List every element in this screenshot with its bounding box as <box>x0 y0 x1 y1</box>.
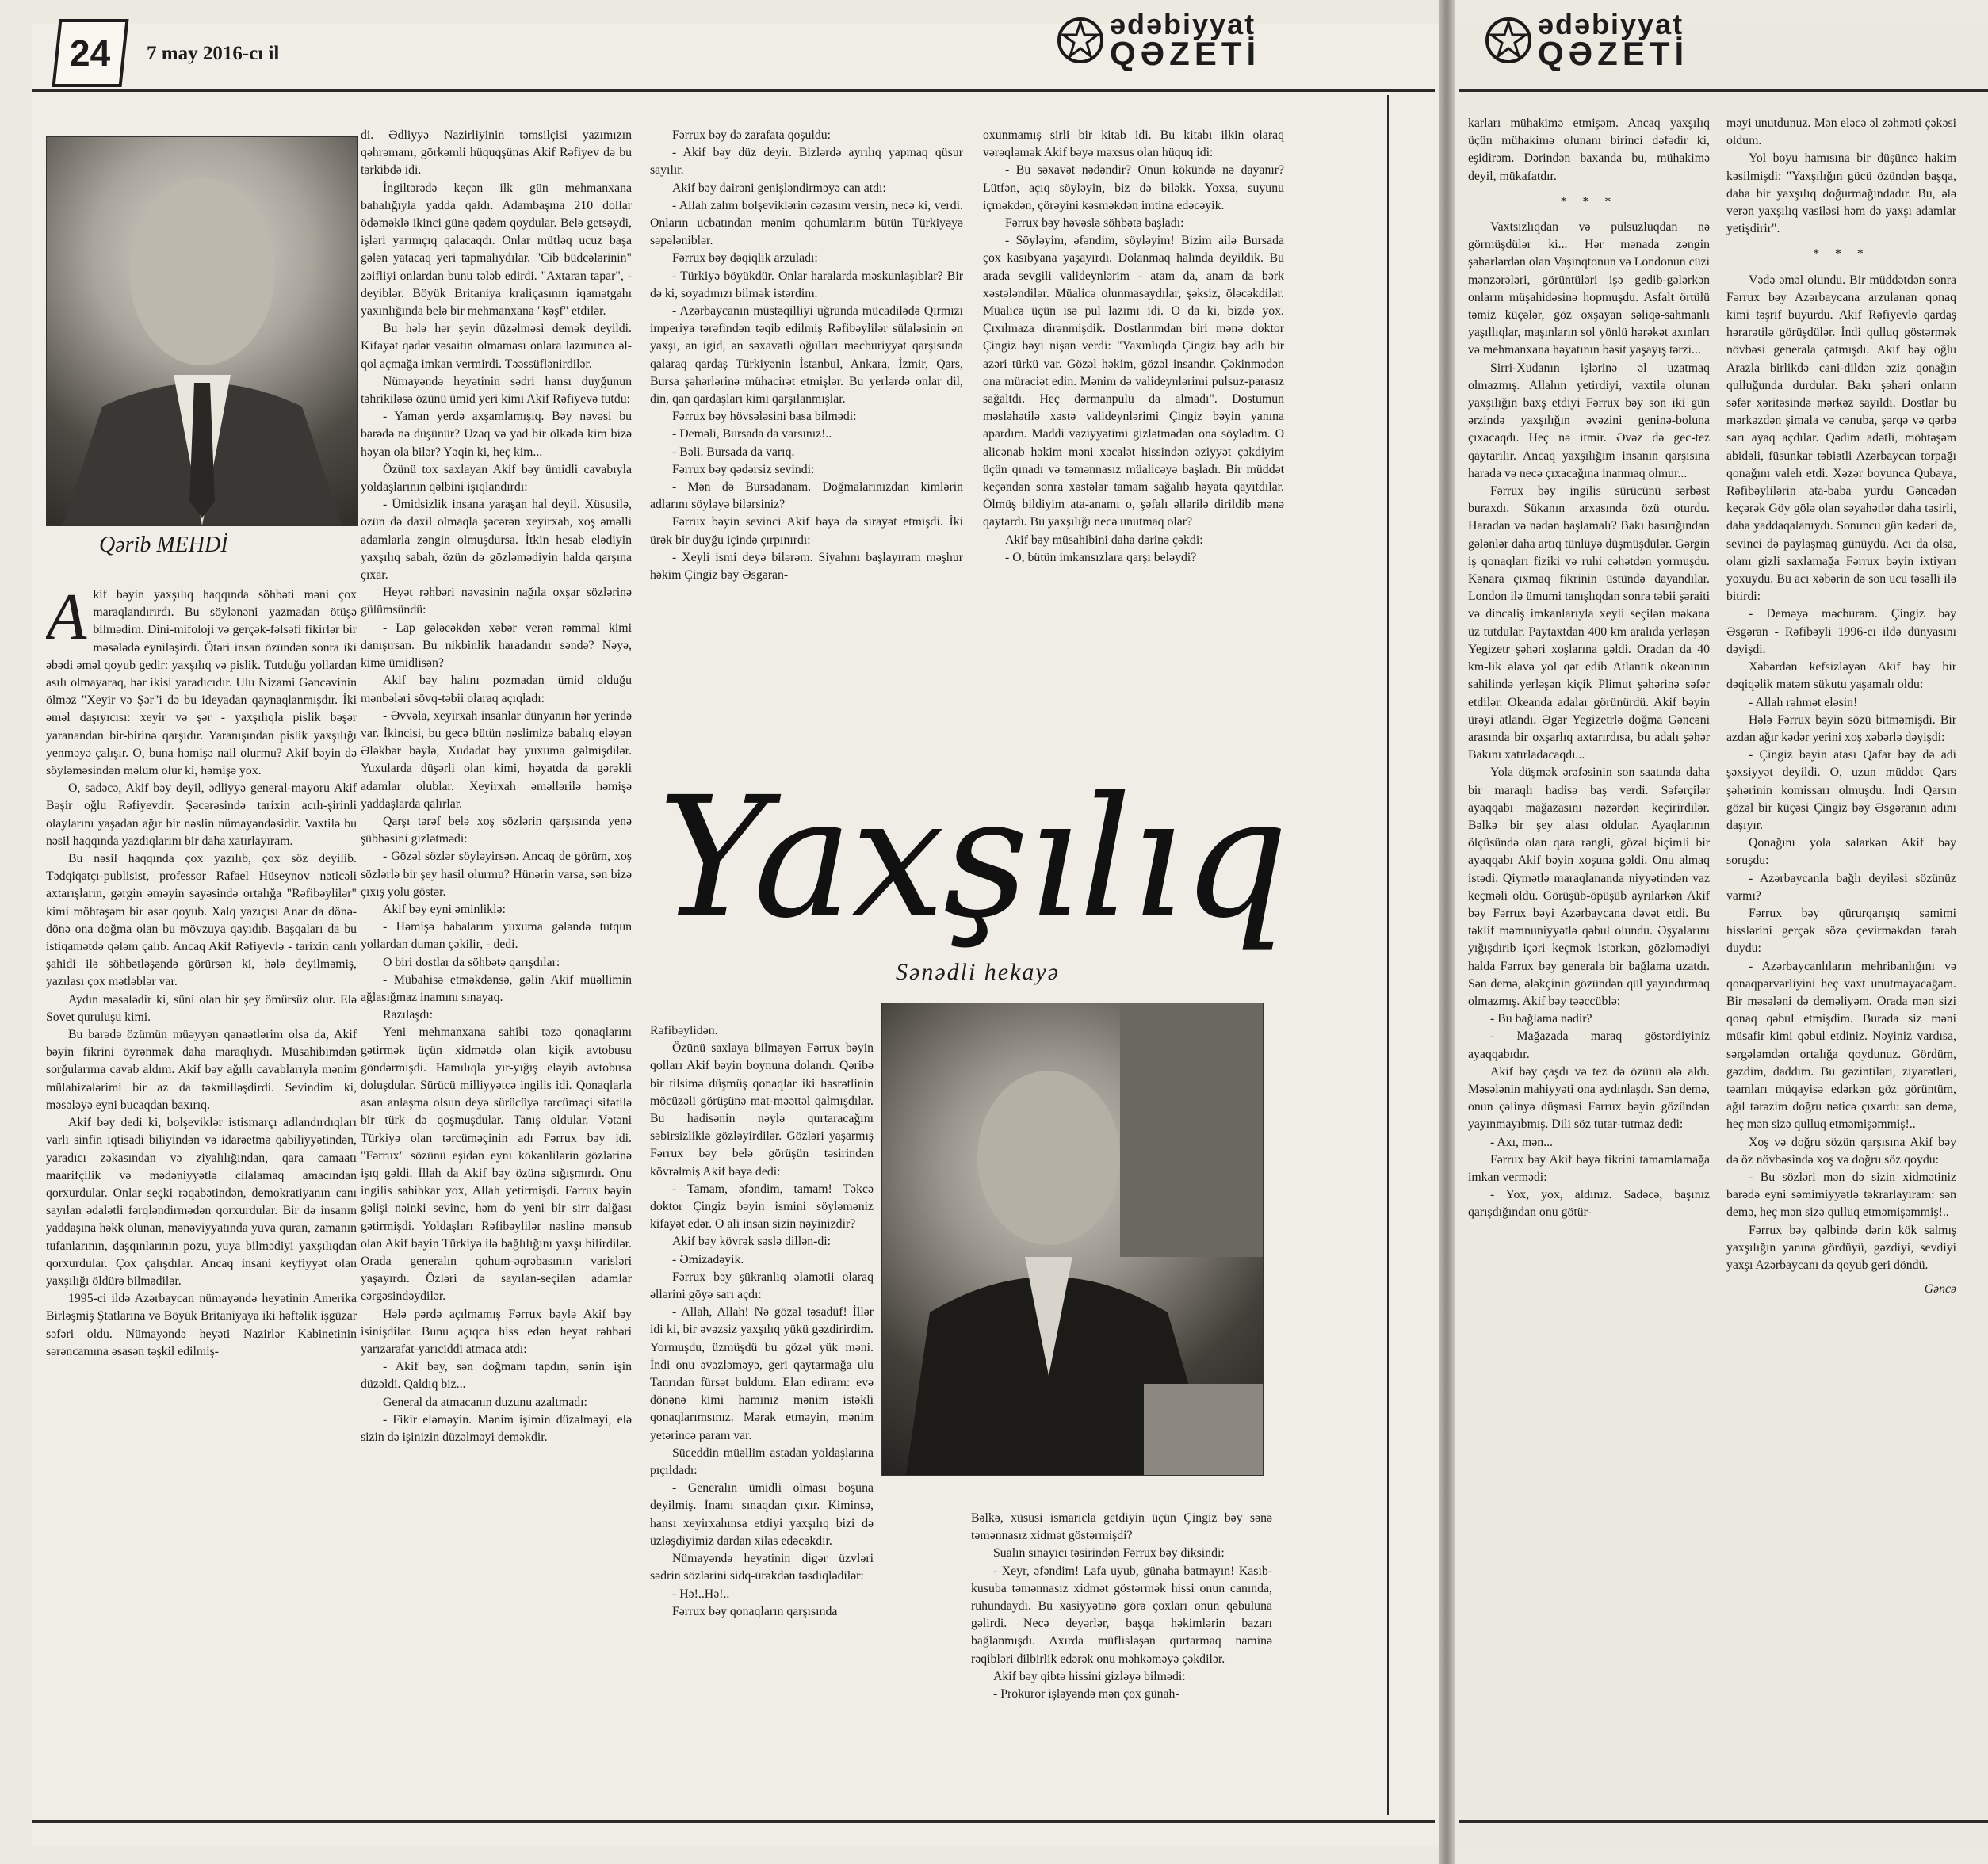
paragraph: Razılaşdı: <box>383 1008 434 1022</box>
paragraph: Qarşı tərəf belə xoş sözlərin qarşısında yenə şübhəsini gizlətmədi: <box>361 814 632 846</box>
column-4-top <box>983 127 1284 777</box>
paragraph: - Xeyr, əfəndim! Lafa uyub, günaha batmayın! Kasıb-kusuba təmənnasız xidmət göstərmək hissi onun canında, ruhundaydı. Bu xasiyyətinə görə çoxları onun qəbuluna gəlirdi. Necə deyərlər, başqa həkimlərin bazarı bağlanmışdı. Axırda müflisləşən qurtarmaq naminə rəqibləri dilbirlik edərək onu məhkəməyə çəkdilər. <box>971 1564 1272 1666</box>
paragraph: 1995-ci ildə Azərbaycan nümayəndə heyətinin Amerika Birləşmiş Ştatlarına və Böyük Britaniyaya iki həftəlik işgüzar səfəri oldu. Nümayəndə heyəti Nazirlər Kabinetinin sərəncamına əsasən təşkil edilmiş- <box>46 1292 357 1358</box>
paragraph: - O, bütün imkansızlara qarşı beləydi? <box>1005 550 1197 564</box>
paragraph: - Bu səxavət nədəndir? Onun kökündə nə dayanır? Lütfən, açıq söyləyin, biz də biləkk. Yoxsa, suyunu içməkdən, çörəyini kəsməkdən imtina edəcəyik. <box>983 163 1284 212</box>
paragraph: Akif bəy dedi ki, bolşeviklər istismarçı adlandırdıqları varlı sinfin iqtisadi biliyindən və idarəetmə qabiliyyətindən, yaradıcı zəkasından və ziyalılığından, qara camaatı maarifçilik və mədəniyyətlə cilalamaq amacından qorxurdular. Onlar seçki rəqabətindən, demokratiyanın canı sayılan ədalətli fərqləndirmədən qorxurdular. Bir də insanın yaddaşına həkk olunan, mənəviyyatında yuva quran, zamanın tufanlarının, daşqınlarının pozu, yuya bilmədiyi yaxşılıqdan qorxurdular. Çox çalışdılar. Ancaq insani keyfiyyət olan yaxşılığı öldürə bilmədilər. <box>46 1116 357 1288</box>
logo-bottom-text: QƏZETİ <box>1538 35 1689 72</box>
paragraph: Akif bəy eyni əminliklə: <box>383 902 506 916</box>
paragraph: Fərrux bəy Akif bəyə fikrini tamamlamağa imkan vermədi: <box>1468 1152 1710 1184</box>
column-3-top <box>650 127 963 753</box>
paragraph: Aydın məsələdir ki, süni olan bir şey ömürsüz olur. Elə Sovet quruluşu kimi. <box>46 992 357 1024</box>
paragraph: Akif bəy dairəni genişləndirməyə can atdı: <box>672 181 886 195</box>
paragraph: - Axı, mən... <box>1490 1135 1553 1149</box>
star-emblem-icon <box>1056 16 1105 65</box>
paragraph: Sirri-Xudanın işlərinə əl uzatmaq olmazmış. Allahın yetirdiyi, vaxtilə olunan yaxşılığın baxş etdiyi Fərrux bəy son iki gün ərzində yaxşılığın əvəzini geninə-boluna çıxacaqdı. Heç nə itmir. Əvəz də gec-tez qaytarılır. Ancaq yaxşılığım insanın qarşısına harada və necə çıxacağına inanmaq olmur... <box>1468 361 1710 480</box>
paragraph: Fərrux bəy qürurqarışıq səmimi hisslərini gerçək sözə çevirməkdən fərəh duydu: <box>1726 906 1956 956</box>
article-subtitle: Sənədli hekayə <box>896 959 1061 985</box>
paragraph: - Bu bağlama nədir? <box>1490 1012 1592 1026</box>
paragraph: Süceddin müəllim astadan yoldaşlarına pıçıldadı: <box>650 1446 874 1478</box>
paragraph: - Prokuror işləyəndə mən çox günah- <box>993 1687 1179 1702</box>
paragraph: Fərrux bəy şükranlıq əlamətii olaraq əllərini göyə sarı açdı: <box>650 1270 874 1302</box>
paragraph: Fərrux bəy qəlbində dərin kök salmış yaxşılığın yanına gördüyü, gəzdiyi, sevdiyi yaxşı Azərbaycanı da qoyub geri döndü. <box>1726 1223 1956 1272</box>
newspaper-logo-left <box>1056 8 1261 72</box>
paragraph: Nümayəndə heyətinin sədri hansı duyğunun təhrikiləsə özünü ümid yeri kimi Akif Rəfiyevə tutdu: <box>361 374 632 407</box>
paragraph: - Bu sözləri mən də sizin xidmətiniz barədə eyni səmimiyyətlə təkrarlayıram: sən demə, heç mən sizə qulluq etməmişəmmiş!.. <box>1726 1170 1956 1220</box>
paragraph: - Mağazada maraq göstərdiyiniz ayaqqabıdır. <box>1468 1029 1710 1061</box>
paragraph: - Söyləyim, əfəndim, söyləyim! Bizim ailə Bursada çox kasıbyana yaşayırdı. Dolanmaq halında deyildik. Bu arada sevgili valideynlərim - atam da, anam da bərk xəstələndilər. Müalicə olunmasaydılar, şəksiz, öləcəkdilər. Müalicə üçün isə pul lazımı idi. O da ki, bizdə yox. Çıxılmaza dirənmişdik. Dostlarımdan biri mənə doktor Çingiz bəyi nişan verdi: "Yaxınlıqda Çingiz bəy adlı bir azəri türkü var. Gözəl həkim, gözəl insandır. Çəkinmədən ona müraciət edin. Mənim də valideynlərimi pulsuz-parasız sağaltdı. Heç dərmanpulu da almadı". Dostumun məsləhətilə xəstə valideynlərimi Çingiz bəyin yanına apardım. Maddi vəziyyətimi gizlətmədən ona söylədim. O alicənab həkim məni xəcalət hissindən əziyyət çəkdiyim üçün qınadı və təmənnasız müalicəyə başladı. Bir müddət keçəndən sonra xəstələr tamam sağalıb həyata qayıtdılar. Ölmüş bildiyim ata-anamı o, şəfalı əllərilə dirildib mənə qaytardı. Bu yaxşılığı necə unutmaq olar? <box>983 234 1284 529</box>
paragraph: İngiltərədə keçən ilk gün mehmanxana bahalığıyla yadda qaldı. Adambaşına 210 dollar ödəməklə ikinci günə qədəm qoydular. Belə getsəydi, işləri yarımçıq qalacaqdı. Onlar mütləq ucuz başa gələn yatacaq yeri tapmalıydılar. "Cib büdcələrinin" zəifliyi onlardan bunu tələb edirdi. "Axtaran tapar", - deyiblər. Böyük Britaniya kraliçasının iqamətgahı yaxınlığında belə bir mehmanxana "kəşf" etdilər. <box>361 181 632 319</box>
paragraph: - Mübahisə etməkdənsə, gəlin Akif müəllimin ağlasığmaz inamını sınayaq. <box>361 972 632 1004</box>
general-photo <box>881 1003 1264 1476</box>
paragraph: oxunmamış sirli bir kitab idi. Bu kitabı ilkin olaraq vərəqləmək Akif bəyə məxsus olan hüquq idi: <box>983 128 1284 160</box>
column-5 <box>1468 115 1710 1815</box>
star-emblem-icon <box>1484 16 1533 65</box>
paragraph: - Əvvəla, xeyirxah insanlar dünyanın hər yerində var. İkincisi, bu gecə bütün nəslimizə babalıq eləyən Ələkbər bəylə, Xudadat bəy yuxuma gəlmişdilər. Yuxularda düşərli olan kimi, həyatda da gərəkli adamlar olublar. Xeyirxah əməllərilə həmişə yaddaşlarda qalırlar. <box>361 709 632 811</box>
paragraph: Bu hələ hər şeyin düzəlməsi demək deyildi. Kifayət qədər vəsaitin olmaması onlara lazımınca əl-qol açmağa imkan vermirdi. Təəssüflənirdilər. <box>361 322 632 371</box>
section-separator: * * * <box>1560 194 1618 208</box>
paragraph: Özünü tox saxlayan Akif bəy ümidli cavabıyla yoldaşlarının qəlbini işıqlandırdı: <box>361 462 632 495</box>
paragraph: - Gözəl sözlər söyləyirsən. Ancaq de görüm, xoş sözlərlə bir şey hasil olurmu? Hünərin varsa, sən bizə çıxış yolu göstər. <box>361 850 632 899</box>
paragraph: Hələ Fərrux bəyin sözü bitməmişdi. Bir azdan ağır kədər yerini xoş xəbərlə dəyişdi: <box>1726 712 1956 744</box>
footer-rule-right <box>1459 1820 1988 1823</box>
paragraph: Yeni mehmanxana sahibi təzə qonaqlarını gətirmək üçün xidmətdə olan kiçik avtobusu göndərmişdi. Hamılıqla yır-yığış eləyib avtobusa doluşdular. Sürücü milliyyətcə ingilis idi. Qonaqlarla asan anlaşma olsun deyə sürücüyə tərcüməçi sifətilə bir türk də qoşmuşdular. Tanış oldular. Vətəni Türkiyə olan tərcüməçinin adı Fərrux bəy idi. "Fərrux" sözünü eşidən eyni kökənlilərin gözlərinə işıq gəldi. İllah da Akif bəy özünə sığışmırdı. Onu ingilis sahibkar yox, Allah yetirmişdi. Fərrux bəyin gəlişi nəinki sevinc, həm də yeni bir sirr dalğası gətirmişdi. Yoldaşları Rəfibəylilər nəslinə mənsub olan Akif bəyin Türkiyə ilə bağlılığını yaxşı bilirdilər. Orada generalın qohum-əqrəbasının varisləri yaşayırdı. Özləri də sayılan-seçilən adamlar cərgəsindəydilər. <box>361 1026 632 1304</box>
paragraph: - Mən də Bursadanam. Doğmalarınızdan kimlərin adlarını söyləyə bilərsiniz? <box>650 480 963 512</box>
paragraph: - Əmizadəyik. <box>672 1252 744 1266</box>
paragraph: - Allah zalım bolşeviklərin cəzasını versin, necə ki, verdi. Onların ucbatından mənim qohumlarım bütün Türkiyəyə səpələniblər. <box>650 198 963 248</box>
footer-rule-left <box>32 1820 1435 1823</box>
paragraph: karları mühakimə etmişəm. Ancaq yaxşılıq üçün mühakimə olunanı birinci dəfədir ki, eşidirəm. Dərindən baxanda bu, mühakimə deyil, mükafatdır. <box>1468 116 1710 183</box>
paragraph: Vədə əməl olundu. Bir müddətdən sonra Fərrux bəy Azərbaycana arzulanan qonaq kimi təşrif buyurdu. Akif Rəfiyevlə qardaş hərarətilə görüşdülər. İndi qulluq göstərmək növbəsi generala çatmışdı. Akif bəy oğlu Arazla birlikdə cani-dildən əziz qonağın qulluğunda durdular. Bakı şəhəri onların səfər xəritəsində mərkəz sayıldı. Dostlar bu mərkəzdən şimala və cənuba, şərqə və qərbə sarı ayaq açdılar. Qədim adətli, möhtəşəm abidəli, füsunkar təbiətli Azərbaycan torpağı qonağını valeh etdi. Xəzər boyunca Qubaya, Rəfibəylilərin ata-baba yurdu Gəncədən keçərək Göy gölə olan səyahətlər daha təsirli, daha yaddaqalanıydı. Sonuncu gün kədəri də, sevinci də paylaşmaq günüydü. Acı da olsa, olanı gizli saxlamağa Fərrux bəyin ixtiyarı yoxuydu. Bu acı xəbərin də son ucu təsəlli ilə bitirdi: <box>1726 273 1956 604</box>
paragraph: Yola düşmək ərəfəsinin son saatında daha bir maraqlı hadisə baş verdi. Səfərçilər ayaqqabı mağazasını nəzərdən keçirirdilər. Bəlkə bir şey alası oldular. Ayaqlarının ölçüsündə olan qara rəngli, gözəl biçimli bir ayaqqabı Akif bəyin xoşuna gəldi. Onu almaq istədi. Qiymətlə maraqlananda niyyətindən vaz keçməli oldu. Görüşüb-öpüşüb ayrılarkən Akif bəy Fərrux bəyi Azərbaycana dəvət etdi. Bu təklif məmnuniyyətlə qəbul olundu. Əşyalarını yığışdırıb içəri keçmək istərkən, gözləmədiyi halda Fərrux bəy generala bir bağlama uzatdı. Sən demə, ələkçinin gözündən qül yayındırmaq olmazmış. Akif bəy təəccüblə: <box>1468 766 1710 1008</box>
paragraph: Vaxtsızlıqdan və pulsuzluqdan nə görmüşdülər ki... Hər mənada zəngin şəhərlərdən olan Vaşinqtonun və Londonun cüzi mənzərələri, görüntüləri işə gedib-gələrkən onların müşahidəsinə hopmuşdu. Asfalt örtülü təmiz küçələr, göz oxşayan səliqə-sahmanlı yaşıllıqlar, maşınların sol yönlü hərəkət axınları və mehmanxana həyatının bəsit yaşayış tərzi... <box>1468 220 1710 357</box>
paragraph: - Fikir eləməyin. Mənim işimin düzəlməyi, elə sizin də işinizin düzəlməyi deməkdir. <box>361 1412 632 1445</box>
paragraph: məyi unutdunuz. Mən eləcə əl zəhməti çəkəsi oldum. <box>1726 116 1956 148</box>
paragraph: O biri dostlar da söhbətə qarışdılar: <box>383 955 560 969</box>
paragraph: kif bəyin yaxşılıq haqqında söhbəti məni çox maraqlandırırdı. Bu söylənəni yazmadan ötüşə bilmədim. Dini-mifoloji və gerçək-fəlsəfi fikirlər bir məsələdə eyniləşirdi. Ötəri insan özündən sonra iki əbədi əməl qoyub gedir: yaxşılıq və pislik. Tutduğu yollardan asılı olmayaraq, hər ikisi yaradıcıdır. Ulu Nizami Gəncəvinin ölməz "Xeyir və Şər"i də bu ideyadan qaynaqlanmışdır. İki əməl daşıyıcısı: xeyir və şər - yaxşılıqla pislik bəşər yaranandan bir-birinə qarşıdır. Yaranışından pislik yaxşılığı yenməyə çalışır. O, buna həmişə nail olurmu? Akif bəyin də söyləməsindən məlum olur ki, həmişə yox. <box>46 588 357 778</box>
paragraph: - Deməyə məcburam. Çingiz bəy Əsgəran - Rəfibəyli 1996-cı ildə dünyasını dəyişdi. <box>1726 607 1956 656</box>
paragraph: Heyət rəhbəri nəvəsinin nağıla oxşar sözlərinə gülümsündü: <box>361 586 632 617</box>
logo-top-text: ədəbiyyat <box>1538 8 1684 40</box>
paragraph: - Akif bəy, sən doğmanı tapdın, sənin işin düzəldi. Qaldıq biz... <box>361 1360 632 1392</box>
section-separator: * * * <box>1813 247 1870 262</box>
paragraph: - Azərbaycanın müstəqilliyi uğrunda mücadilədə Qırmızı imperiya tərəfindən təqib edilmiş Rəfibəylilər sülaləsinin ən yaxşı, ən igid, ən səxavətli oğulları məcburiyyət qarşısında qalaraq qardaş Türkiyənin İstanbul, Ankara, İzmir, Qars, Bursa şəhərlərinə mühacirət etmişlər. Bu yerlərdə onlar dil, din, qan qardaşları kimi qarşılanmışlar. <box>650 304 963 407</box>
paragraph: Fərrux bəy həvəslə söhbətə başladı: <box>1005 216 1184 231</box>
paragraph: - Ümidsizlik insana yaraşan hal deyil. Xüsusilə, özün də daxil olmaqla şəcərən xeyirxah, xoş əməlli adamlarla zəngin olmuşdursa. İtkin hesab elədiyin yaxşılıq sabah, özün də gözləmədiyin halda qarşına çıxar. <box>361 498 632 582</box>
article-title: Yaxşılıq <box>658 761 1287 955</box>
author-name: Qərib MEHDİ <box>99 533 228 557</box>
paragraph: - Yox, yox, aldınız. Sadəcə, başınız qarışdığından onu götür- <box>1468 1188 1710 1220</box>
paragraph: - Lap gələcəkdən xəbər verən rəmmal kimi danışırsan. Bu nikbinlik haradandır səndə? Nəyə, kimə ümidlisən? <box>361 621 632 670</box>
drop-cap: A <box>46 586 87 654</box>
newspaper-logo-right <box>1484 8 1689 72</box>
paragraph: - Bəli. Bursada da varıq. <box>672 445 795 459</box>
paragraph: di. Ədliyyə Nazirliyinin təmsilçisi yazımızın qəhrəmanı, görkəmli hüquqşünas Akif Rəfiyev də bu tərkibdə idi. <box>361 128 632 178</box>
paragraph: Qonağını yola salarkən Akif bəy soruşdu: <box>1726 836 1956 868</box>
paragraph: - Həmişə babalarım yuxuma gələndə tutqun yollardan duman çəkilir, - dedi. <box>361 920 632 952</box>
column-1 <box>46 586 357 1815</box>
paragraph: Fərrux bəy qədərsiz sevindi: <box>672 462 815 476</box>
paragraph: Akif bəy kövrək səslə dillən-di: <box>672 1235 832 1249</box>
paragraph: Xoş və doğru sözün qarşısına Akif bəy də öz növbəsində xoş və doğru söz qoydu: <box>1726 1135 1956 1167</box>
logo-top-text: ədəbiyyat <box>1110 8 1256 40</box>
paragraph: - Akif bəy düz deyir. Bizlərdə ayrılıq yapmaq qüsur sayılır. <box>650 146 963 178</box>
column-2 <box>361 127 632 1815</box>
paragraph: - Tamam, əfəndim, tamam! Təkcə doktor Çingiz bəyin ismini söyləməniz kifayət edər. O ali insan sizin nəyinizdir? <box>650 1182 874 1232</box>
column-3-bottom <box>650 1022 874 1815</box>
logo-bottom-text: QƏZETİ <box>1110 35 1261 72</box>
paragraph: Fərrux bəy də zarafata qoşuldu: <box>672 128 832 142</box>
issue-date: 7 may 2016-cı il <box>147 43 280 64</box>
page-number: 24 <box>70 32 111 74</box>
header-rule-right <box>1459 89 1988 92</box>
paragraph: Özünü saxlaya bilməyən Fərrux bəyin qolları Akif bəyin boynuna dolandı. Qəribə bir tilsimə düşmüş qonaqlar iki həsrətlinin möcüzəli görüşünə mat-məəttəl qalmışdılar. Bu hadisənin nəylə qurtaracağını səbirsizliklə gözləyirdilər. Gözləri yaşarmış Fərrux bəy belə görüşün təsirindən kövrəlmiş Akif bəyə dedi: <box>650 1041 874 1178</box>
paragraph: Bu barədə özümün müəyyən qənaətlərim olsa da, Akif bəyin fikrini öyrənmək daha maraqlıydı. Müsahibimdən sorğularıma cavab aldım. Akif bəy ağıllı cavablarıyla mənim mülahizələrimi bir az da təkmilləşdirdi. Sevindim ki, məsələyə eyni bucaqdan baxırıq. <box>46 1028 357 1112</box>
paragraph: Akif bəy çaşdı və tez də özünü ələ aldı. Məsələnin mahiyyəti ona aydınlaşdı. Sən demə, onun çəlinyə düşməsi Fərrux bəyin gözündən yayınmayıbmış. Dili söz tutar-tutmaz dedi: <box>1468 1064 1710 1132</box>
paragraph: - Deməli, Bursada da varsınız!.. <box>672 427 832 441</box>
paragraph: Fərrux bəy dəqiqlik arzuladı: <box>672 251 818 265</box>
paragraph: Fərrux bəy hövsələsini basa bilmədi: <box>672 410 857 424</box>
paragraph: Hələ pərdə açılmamış Fərrux bəylə Akif bəy isinişdilər. Bunu açıqca hiss edən heyət rəhbəri yarızarafat-yarıciddi atmaca atdı: <box>361 1307 632 1357</box>
paragraph: Bu nəsil haqqında çox yazılıb, çox söz deyilib. Tədqiqatçı-publisist, professor Rafael Hüseynov nəticəli axtarışların, gərgin əməyin sayəsində ortalığa "Rəfibəylilər" kimi möhtəşəm bir əsər qoyub. Xalq yazıçısı Anar da dönə-dönə ona doğma olan bu mövzuya qayıdıb. Başqaları da bu istiqamətdə qələm çalıb. Ancaq Akif Rəfiyevlə - tarixin canlı şahidi ilə söhbətləşəndə görürsən ki, hələ deyilməmiş, yazılası çox mətləblər var. <box>46 852 357 989</box>
paragraph: - Yaman yerdə axşamlamışıq. Bəy nəvəsi bu barədə nə düşünür? Uzaq və yad bir ölkədə kim bizə həyan ola bilər? Yəqin ki, heç kim... <box>361 410 632 459</box>
paragraph: - Hə!..Hə!.. <box>672 1587 730 1601</box>
paragraph: General da atmacanın duzunu azaltmadı: <box>383 1395 587 1409</box>
column-6 <box>1726 115 1956 1815</box>
paragraph: Xəbərdən kefsizləyən Akif bəy bir dəqiqəlik matəm sükutu yaşamalı oldu: <box>1726 660 1956 692</box>
paragraph: - Allah rəhmət eləsin! <box>1749 695 1858 709</box>
page-fold <box>1439 0 1455 1864</box>
paragraph: - Çingiz bəyin atası Qafar bəy də adi şəxsiyyət deyildi. O, uzun müddət Qars şəhərinin komissarı olmuşdu. İndi Qarsın gözəl bir küçəsi Çingiz bəy Əsgəranın adını daşıyır. <box>1726 748 1956 832</box>
paragraph: Akif bəy müsahibini daha dərinə çəkdi: <box>1005 533 1203 547</box>
column-4-bottom <box>971 1510 1272 1815</box>
author-photo <box>46 136 358 526</box>
paragraph: Akif bəy halını pozmadan ümid olduğu mənbələri sövq-təbii olaraq açıqladı: <box>361 674 632 705</box>
paragraph: - Xeyli ismi deyə bilərəm. Siyahını başlayıram məşhur həkim Çingiz bəy Əsgəran- <box>650 550 963 582</box>
paragraph: Nümayəndə heyətinin digər üzvləri sədrin sözlərini sidq-ürəkdən təsdiqlədilər: <box>650 1552 874 1583</box>
paragraph: - Generalın ümidli olması boşuna deyilmiş. İnamı sınaqdan çıxır. Kiminsə, hansı xeyirxahınsa etdiyi yaxşılıq bizi də üzləşdiyimiz dardan xilas edəcəkdir. <box>650 1481 874 1548</box>
paragraph: Rəfibəylidən. <box>650 1024 718 1037</box>
paragraph: Yol boyu hamısına bir düşüncə hakim kəsilmişdi: "Yaxşılığın gücü özündən başqa, daha bir yaxşılıq doğurmağındadır. Bu, ələ verən yaxşılıq vasiləsi həm də yaxşı adamlar yetişdirir". <box>1726 151 1956 236</box>
paragraph: Bəlkə, xüsusi ismarıcla getdiyin üçün Çingiz bəy sənə təmənnasız xidmət göstərmişdi? <box>971 1511 1272 1543</box>
paragraph: - Allah, Allah! Nə gözəl təsadüf! İllər idi ki, bir əvəzsiz yaxşılıq yükü gəzdirirdim. Yormuşdu, üzmüşdü bu gözəl yük məni. İndi onu əvəzləməyə, geri qaytarmağa ulu Tanrıdan fürsət buldum. Elan ediram: evə dönənə kimi hamınız mənim istəkli qonaqlarımsınız. Mərak etməyin, mənim yetərincə param var. <box>650 1305 874 1442</box>
paragraph: - Azərbaycanlıların mehribanlığını və qonaqpərvərliyini heç vaxt unutmayacağam. Bir məsələni də deməliyəm. Orada mən sizi qonaq qəbul etmişdim. Burada siz məni müsafir kimi qəbul etdiniz. Nəyiniz vardısa, sərgələmdən ortalığa qoydunuz. Gördüm, gəzdim, daddım. Bu gəzintiləri, ziyarətləri, təamları müqayisə edərkən göz görüntüm, ağıl tərəzim doğru nəticə çıxardı: sən demə, heç mən sizə qulluq etməmişəmmiş!.. <box>1726 959 1956 1132</box>
paragraph: - Türkiyə böyükdür. Onlar haralarda məskunlaşıblar? Bir də ki, soyadınızı bilmək istərdim. <box>650 269 963 300</box>
paragraph: Fərrux bəy qonaqların qarşısında <box>672 1604 838 1618</box>
paragraph: - Azərbaycanla bağlı deyiləsi sözünüz varmı? <box>1726 871 1956 903</box>
paragraph: Fərrux bəyin sevinci Akif bəyə də sirayət etmişdi. İki ürək bir duyğu içində çırpınırdı: <box>650 515 963 547</box>
paragraph: Fərrux bəy ingilis sürücünü sərbəst buraxdı. Sükanın arxasında özü oturdu. Haradan və nədən başlamalı? Bakı basırığından gələnlər daha artıq tünlüyə düşmüşdülər. Gərgin iş qonaqları fiziki və ruhi cəhətdən yormuşdu. Kənara çıxmaq fikrinin üstündə dayandılar. London ilə ümumi tanışlıqdan sonra təbii şəraiti və dincəliş imkanlarıyla xeyli seçilən məkana üz tutdular. Paytaxtdan 400 km aralıda yerləşən Yegizetr şəhəri xoşlarına gəldi. Oradan da 40 km-lik əlavə yol qət edib Atlantik okeanının sahilində yerləşən kiçik Plimut şəhərinə səfər etdilər. Okeanda adalar görünürdü. Akif bəyin ürəyi atlandı. Əgər Yegizetrlə doğma Gəncəni arasında bir oxşarlıq axtarırdısa, bu adalı şəhər Bakını xatırladacaqdı... <box>1468 484 1710 762</box>
column-divider <box>1387 95 1389 1815</box>
paragraph: Akif bəy qibtə hissini gizləyə bilmədi: <box>993 1669 1186 1683</box>
signature: Gəncə <box>1924 1282 1956 1297</box>
paragraph: Sualın sınayıcı təsirindən Fərrux bəy diksindi: <box>993 1546 1225 1560</box>
paragraph: O, sadəcə, Akif bəy deyil, ədliyyə general-mayoru Akif Bəşir oğlu Rəfiyevdir. Şəcərəsində tarixin acılı-şirinli olaylarını yaşadan ağır bir nəslin nümayəndəsidir. Vaxtilə bu nəsil haqqında yazdıqlarını bir daha xatırlayıram. <box>46 781 357 848</box>
header-rule-left <box>32 89 1435 92</box>
